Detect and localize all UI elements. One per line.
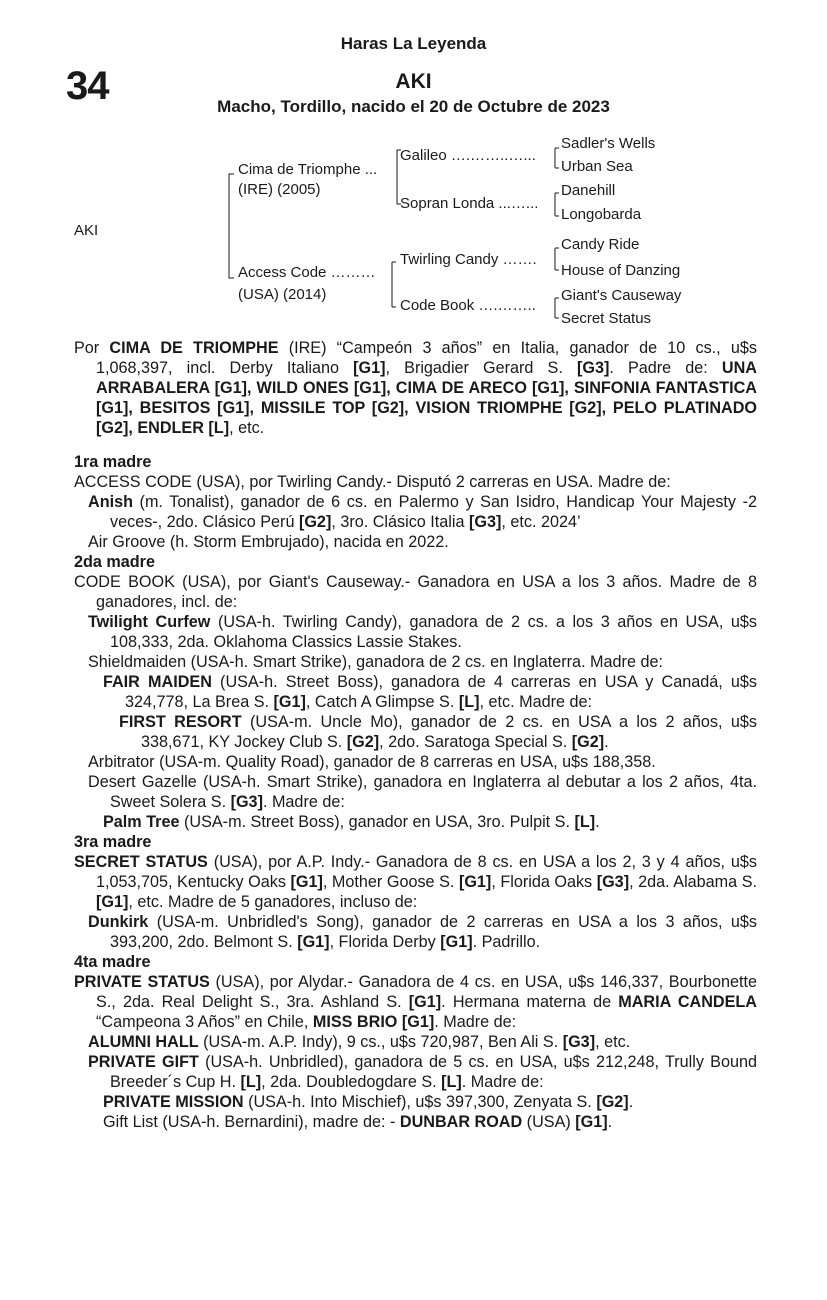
heading-3ra-madre: 3ra madre (74, 833, 152, 851)
produce-private-gift: PRIVATE GIFT (USA-h. Unbridled), ganadora de 5 cs. en USA, u$s 212,248, Trully Bound Breeder´s Cup H. [L], 2da. Doubledogdare S. [L]. Madre de: (88, 1053, 757, 1091)
produce-twilight-curfew: Twilight Curfew (USA-h. Twirling Candy), ganadora de 2 cs. a los 3 años en USA, u$s 108,333, 2da. Oklahoma Classics Lassie Stakes. (88, 613, 757, 651)
pedigree-sss: Sadler's Wells (561, 135, 656, 152)
dam-4: PRIVATE STATUS (USA), por Alydar.- Ganadora de 4 cs. en USA, u$s 146,337, Bourbonette S., 2da. Real Delight S., 3ra. Ashland S. [G1]. Hermana materna de MARIA CANDELA “Campeona 3 Años” en Chile, MISS BRIO [G1]. Madre de: (74, 973, 757, 1031)
pedigree-ddd: Secret Status (561, 310, 652, 327)
pedigree-dds: Giant's Causeway (561, 287, 682, 304)
produce-shieldmaiden: Shieldmaiden (USA-h. Smart Strike), ganadora de 2 cs. en Inglaterra. Madre de: (88, 653, 663, 671)
pedigree-dam-origin: (USA) (2014) (238, 286, 327, 303)
pedigree-sire-dam: Sopran Londa ...…... (400, 195, 539, 212)
produce-alumni-hall: ALUMNI HALL (USA-m. A.P. Indy), 9 cs., u$s 720,987, Ben Ali S. [G3], etc. (88, 1033, 631, 1051)
dam-2: CODE BOOK (USA), por Giant's Causeway.- Ganadora en USA a los 3 años. Madre de 8 ganadores, incl. de: (74, 573, 757, 611)
pedigree-dam-sire: Twirling Candy ……. (400, 251, 537, 268)
produce-private-mission: PRIVATE MISSION (USA-h. Into Mischief), u$s 397,300, Zenyata S. [G2]. (103, 1093, 634, 1111)
sire-name: CIMA DE TRIOMPHE (109, 339, 279, 357)
pedigree-sds: Danehill (561, 182, 616, 199)
heading-1ra-madre: 1ra madre (74, 453, 152, 471)
pedigree-subject: AKI (74, 222, 99, 239)
produce-dunkirk: Dunkirk (USA-m. Unbridled's Song), ganador de 2 carreras en USA a los 3 años, u$s 393,200, 2do. Belmont S. [G1], Florida Derby [G1]. Padrillo. (88, 913, 757, 951)
horse-name: AKI (395, 70, 432, 93)
pedigree-dsd: House of Danzing (561, 262, 681, 279)
pedigree-sire: Cima de Triomphe ... (238, 161, 378, 178)
pedigree-brackets (0, 0, 827, 335)
pedigree-sdd: Longobarda (561, 206, 642, 223)
bracket-subject (229, 174, 234, 278)
pedigree-dam-dam: Code Book ….…….. (400, 297, 536, 314)
horse-description: Macho, Tordillo, nacido el 20 de Octubre de 2023 (217, 97, 610, 116)
dam-3: SECRET STATUS (USA), por A.P. Indy.- Ganadora de 8 cs. en USA a los 2, 3 y 4 años, u$s 1,053,705, Kentucky Oaks [G1], Mother Goose S. [G1], Florida Oaks [G3], 2da. Alabama S. [G1], etc. Madre de 5 ganadores, incluso de: (74, 853, 757, 911)
pedigree-dam: Access Code ……… (238, 264, 376, 281)
produce-desert-gazelle: Desert Gazelle (USA-h. Smart Strike), ganadora en Inglaterra al debutar a los 2 años, 4ta. Sweet Solera S. [G3]. Madre de: (88, 773, 757, 811)
produce-air-groove: Air Groove (h. Storm Embrujado), nacida en 2022. (88, 533, 449, 551)
heading-4ta-madre: 4ta madre (74, 953, 151, 971)
produce-anish: Anish (m. Tonalist), ganador de 6 cs. en Palermo y San Isidro, Handicap Your Majesty -2 veces-, 2do. Clásico Perú [G2], 3ro. Clásico Italia [G3], etc. 2024’ (88, 493, 757, 531)
produce-arbitrator: Arbitrator (USA-m. Quality Road), ganador de 8 carreras en USA, u$s 188,358. (88, 753, 656, 771)
lot-number: 34 (66, 64, 109, 108)
pedigree-sire-sire: Galileo ….……..…... (400, 147, 536, 164)
produce-gift-list: Gift List (USA-h. Bernardini), madre de: - DUNBAR ROAD (USA) [G1]. (103, 1113, 613, 1131)
pedigree-chart (0, 0, 827, 335)
produce-palm-tree: Palm Tree (USA-m. Street Boss), ganador en USA, 3ro. Pulpit S. [L]. (103, 813, 600, 831)
pedigree-ssd: Urban Sea (561, 158, 633, 175)
pedigree-sire-origin: (IRE) (2005) (238, 181, 321, 198)
produce-fair-maiden: FAIR MAIDEN (USA-h. Street Boss), ganadora de 4 carreras en USA y Canadá, u$s 324,778, La Brea S. [G1], Catch A Glimpse S. [L], etc. Madre de: (103, 673, 758, 711)
produce-first-resort: FIRST RESORT (USA-m. Uncle Mo), ganador de 2 cs. en USA a los 2 años, u$s 338,671, KY Jockey Club S. [G2], 2do. Saratoga Special S. [G2]. (119, 713, 757, 751)
sire-offspring: UNA ARRABALERA [G1], WILD ONES [G1], CIMA DE ARECO [G1], SINFONIA FANTASTICA [G1], BESITOS [G1], MISSILE TOP [G2], VISION TRIOMPHE [G2], PELO PLATINADO [G2], ENDLER [L] (96, 359, 757, 437)
heading-2da-madre: 2da madre (74, 553, 155, 571)
dam-1: ACCESS CODE (USA), por Twirling Candy.- Disputó 2 carreras en USA. Madre de: (74, 473, 671, 491)
catalog-body (74, 338, 757, 1132)
breeder-name: Haras La Leyenda (340, 34, 487, 53)
sire-paragraph: Por CIMA DE TRIOMPHE (IRE) “Campeón 3 años” en Italia, ganador de 10 cs., u$s 1,068,397, incl. Derby Italiano [G1], Brigadier Gerard S. [G3]. Padre de: UNA ARRABALERA [G1], WILD ONES [G1], CIMA DE ARECO [G1], SINFONIA FANTASTICA [G1], BESITOS [G1], MISSILE TOP [G2], VISION TRIOMPHE [G2], PELO PLATINADO [G2], ENDLER [L], etc. (74, 339, 757, 437)
pedigree-dss: Candy Ride (561, 236, 640, 253)
